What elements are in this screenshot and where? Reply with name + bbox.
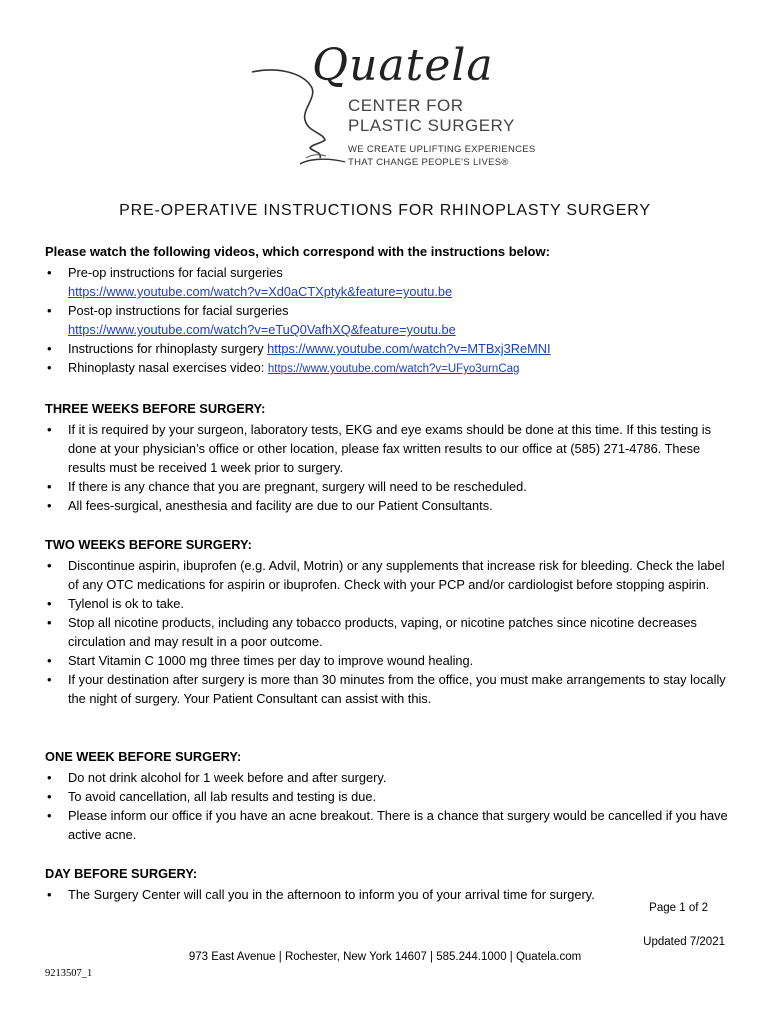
section-heading: DAY BEFORE SURGERY:	[45, 866, 198, 881]
video-label: Post-op instructions for facial surgeries	[68, 303, 289, 318]
video-link[interactable]: https://www.youtube.com/watch?v=eTuQ0VafhXQ&feature=youtu.be	[68, 322, 456, 337]
list-item: • All fees-surgical, anesthesia and facility are due to our Patient Consultants.	[45, 496, 735, 515]
list-item	[45, 301, 735, 339]
list-item: • If there is any chance that you are pregnant, surgery will need to be rescheduled.	[45, 477, 735, 496]
section-heading: TWO WEEKS BEFORE SURGERY:	[45, 537, 252, 552]
list-item: • If your destination after surgery is more than 30 minutes from the office, you must make arrangements to stay locally the night of surgery. Your Patient Consultant can assist with this.	[45, 670, 735, 708]
footer-address: 973 East Avenue | Rochester, New York 14607 | 585.244.1000 | Quatela.com	[188, 951, 582, 963]
logo-line2: PLASTIC SURGERY	[348, 116, 515, 135]
list-item: • Please inform our office if you have an acne breakout. There is a chance that surgery would be cancelled if you have active acne.	[45, 806, 735, 844]
three-weeks-list	[45, 420, 735, 515]
logo-script-text: Quatela	[312, 40, 494, 91]
list-item: • Tylenol is ok to take.	[45, 594, 735, 613]
video-label: Instructions for rhinoplasty surgery	[68, 341, 268, 356]
day-before-list	[45, 885, 735, 904]
list-item	[45, 358, 735, 379]
list-item: • Start Vitamin C 1000 mg three times per day to improve wound healing.	[45, 651, 735, 670]
updated-date: Updated 7/2021	[643, 936, 725, 948]
video-label: Pre-op instructions for facial surgeries	[68, 265, 283, 280]
list-item: • To avoid cancellation, all lab results and testing is due.	[45, 787, 735, 806]
list-item: • Do not drink alcohol for 1 week before and after surgery.	[45, 768, 735, 787]
logo-tag1: WE CREATE UPLIFTING EXPERIENCES	[348, 144, 536, 155]
section-heading: ONE WEEK BEFORE SURGERY:	[45, 749, 242, 764]
document-title: PRE-OPERATIVE INSTRUCTIONS FOR RHINOPLASTY SURGERY	[119, 202, 651, 219]
logo-tag2: THAT CHANGE PEOPLE'S LIVES®	[348, 157, 509, 168]
list-item: • The Surgery Center will call you in the afternoon to inform you of your arrival time for surgery.	[45, 885, 735, 904]
two-weeks-list	[45, 556, 735, 708]
logo-line1: CENTER FOR	[348, 96, 464, 115]
section-heading: THREE WEEKS BEFORE SURGERY:	[45, 401, 266, 416]
page-number: Page 1 of 2	[649, 902, 708, 914]
list-item: • Stop all nicotine products, including any tobacco products, vaping, or nicotine patches since nicotine decreases circulation and may result in a poor outcome.	[45, 613, 735, 651]
logo-center-text	[348, 96, 515, 136]
video-link[interactable]: https://www.youtube.com/watch?v=MTBxj3ReMNI	[267, 341, 551, 356]
videos-intro: Please watch the following videos, which correspond with the instructions below:	[45, 244, 550, 259]
logo-tagline	[348, 143, 536, 169]
video-label: Rhinoplasty nasal exercises video:	[68, 360, 268, 375]
video-link[interactable]: https://www.youtube.com/watch?v=Xd0aCTXptyk&feature=youtu.be	[68, 284, 453, 299]
video-link[interactable]: https://www.youtube.com/watch?v=UFyo3urnCag	[267, 363, 520, 375]
list-item: • If it is required by your surgeon, laboratory tests, EKG and eye exams should be done at this time. If this testing is done at your physician’s office or other location, please fax written results to our office at (585) 271-4786. These results must be received 1 week prior to surgery.	[45, 420, 735, 477]
video-list	[45, 263, 735, 379]
list-item	[45, 339, 735, 358]
one-week-list	[45, 768, 735, 844]
quatela-logo	[250, 40, 540, 180]
list-item	[45, 263, 735, 301]
document-id: 9213507_1	[45, 968, 93, 979]
list-item: • Discontinue aspirin, ibuprofen (e.g. Advil, Motrin) or any supplements that increase risk for bleeding. Check the label of any OTC medications for aspirin or ibuprofen. Check with your PCP and/or cardiologist before stopping aspirin.	[45, 556, 735, 594]
